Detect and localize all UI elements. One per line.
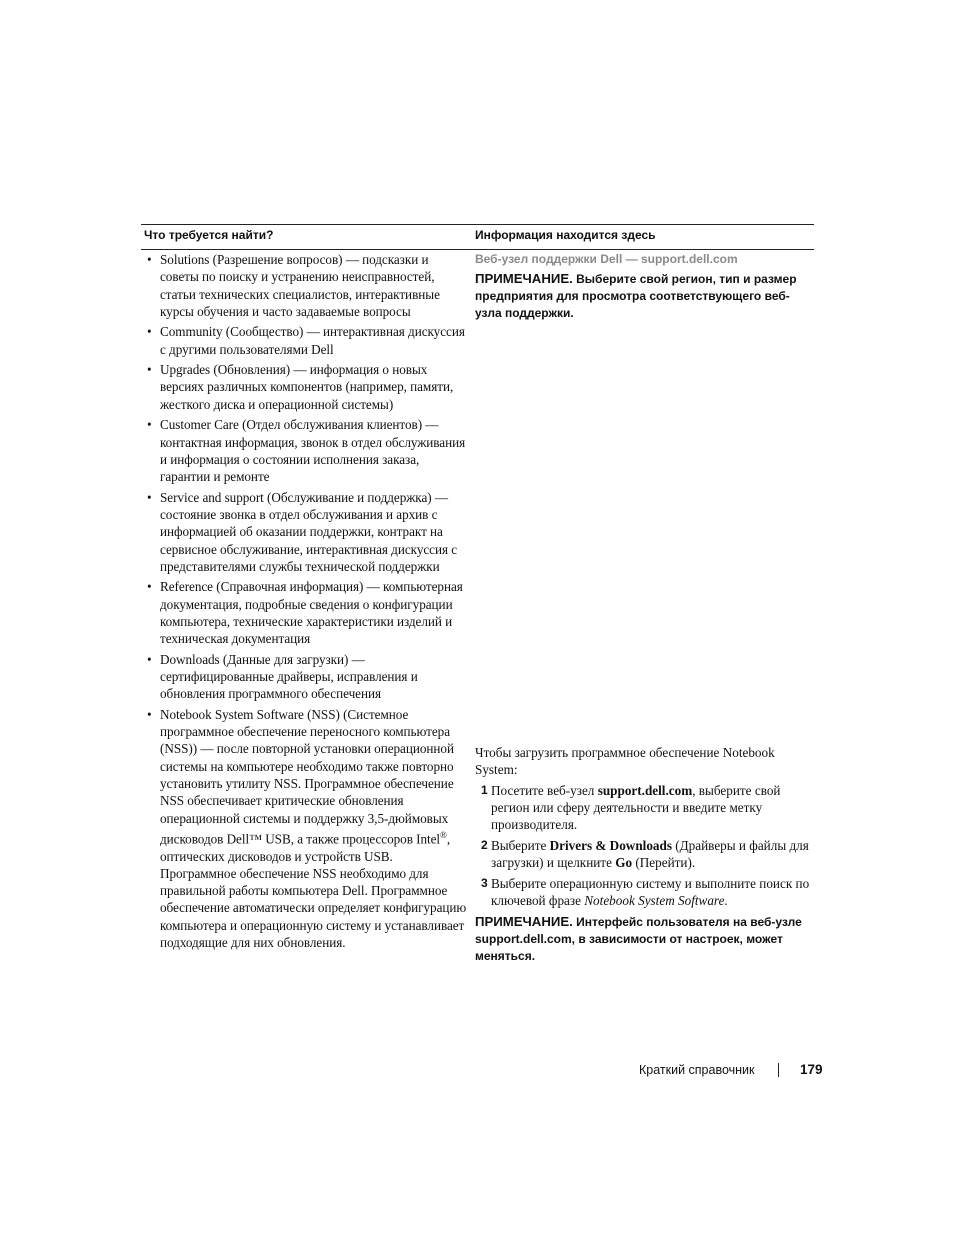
list-item: • Reference (Справочная информация) — компьютерная документация, подробные сведения о конфигурации компьютера, технические характеристики изделий и техническая документация: [147, 579, 463, 647]
list-item: • Upgrades (Обновления) — информация о новых версиях различных компонентов (например, памяти, жесткого диска и операционной системы): [147, 362, 454, 412]
list-item: • Community (Сообщество) — интерактивная дискуссия с другими пользователями Dell: [147, 324, 465, 357]
step-item: 1 Посетите веб-узел support.dell.com, выберите свой регион или сферу деятельности и введите метку производителя.: [481, 782, 781, 833]
table-header-rule: [141, 249, 814, 250]
nss-intro: Чтобы загрузить программное обеспечение Notebook System:: [475, 745, 775, 778]
step-item: 3 Выберите операционную систему и выполните поиск по ключевой фразе Notebook System Software.: [481, 876, 810, 909]
note-ui: ПРИМЕЧАНИЕ. Интерфейс пользователя на веб-узле support.dell.com, в зависимости от настроек, может меняться.: [475, 914, 802, 964]
support-site-link[interactable]: Веб-узел поддержки Dell — support.dell.com: [475, 252, 738, 266]
page-number: 179: [800, 1062, 823, 1077]
download-steps: [475, 782, 813, 910]
column-header-where: Информация находится здесь: [475, 228, 656, 242]
topics-list: [142, 251, 468, 954]
list-item-nss: • Notebook System Software (NSS) (Системное программное обеспечение переносного компьютера (NSS)) — после повторной установки операционной системы на компьютере необходимо также повторно установить утилиту NSS. Программное обеспечение NSS обеспечивает критические обновления операционной системы и поддержку 3,5-дюймовых дисководов Dell™ USB, а также процессоров Intel®, оптических дисководов и устройств USB. Программное обеспечение NSS необходимо для правильной работы компьютера Dell. Программное обеспечение автоматически определяет конфигурацию компьютера и операционную систему и устанавливает подходящие для них обновления.: [147, 706, 467, 950]
list-item: • Downloads (Данные для загрузки) — сертифицированные драйверы, исправления и обновления программного обеспечения: [147, 651, 418, 702]
note-region: ПРИМЕЧАНИЕ. Выберите свой регион, тип и размер предприятия для просмотра соответствующего веб-узла поддержки.: [475, 271, 797, 320]
note-label: ПРИМЕЧАНИЕ.: [475, 914, 573, 930]
support-site-cell: [475, 251, 815, 322]
note-label: ПРИМЕЧАНИЕ.: [475, 271, 573, 286]
nss-download-cell: [475, 744, 813, 965]
step-item: 2 Выберите Drivers & Downloads (Драйверы и файлы для загрузки) и щелкните Go (Перейти).: [481, 837, 809, 871]
table-top-rule: [141, 224, 814, 225]
footer-title: Краткий справочник: [639, 1063, 755, 1077]
footer-separator: [778, 1063, 779, 1077]
list-item: • Service and support (Обслуживание и поддержка) — состояние звонка в отдел обслуживания и архив с информацией об оказании поддержки, контракт на сервисное обслуживание, интерактивная дискуссия с представителями службы технической поддержки: [147, 489, 458, 574]
column-header-what: Что требуется найти?: [144, 228, 274, 242]
list-item: • Customer Care (Отдел обслуживания клиентов) — контактная информация, звонок в отдел обслуживания и информация о состоянии исполнения заказа, гарантии и ремонте: [147, 417, 466, 485]
registered-mark: ®: [440, 829, 447, 840]
list-item: • Solutions (Разрешение вопросов) — подсказки и советы по поиску и устранению неисправностей, статьи технических специалистов, интерактивные курсы обучения и часто задаваемые вопросы: [147, 252, 440, 319]
